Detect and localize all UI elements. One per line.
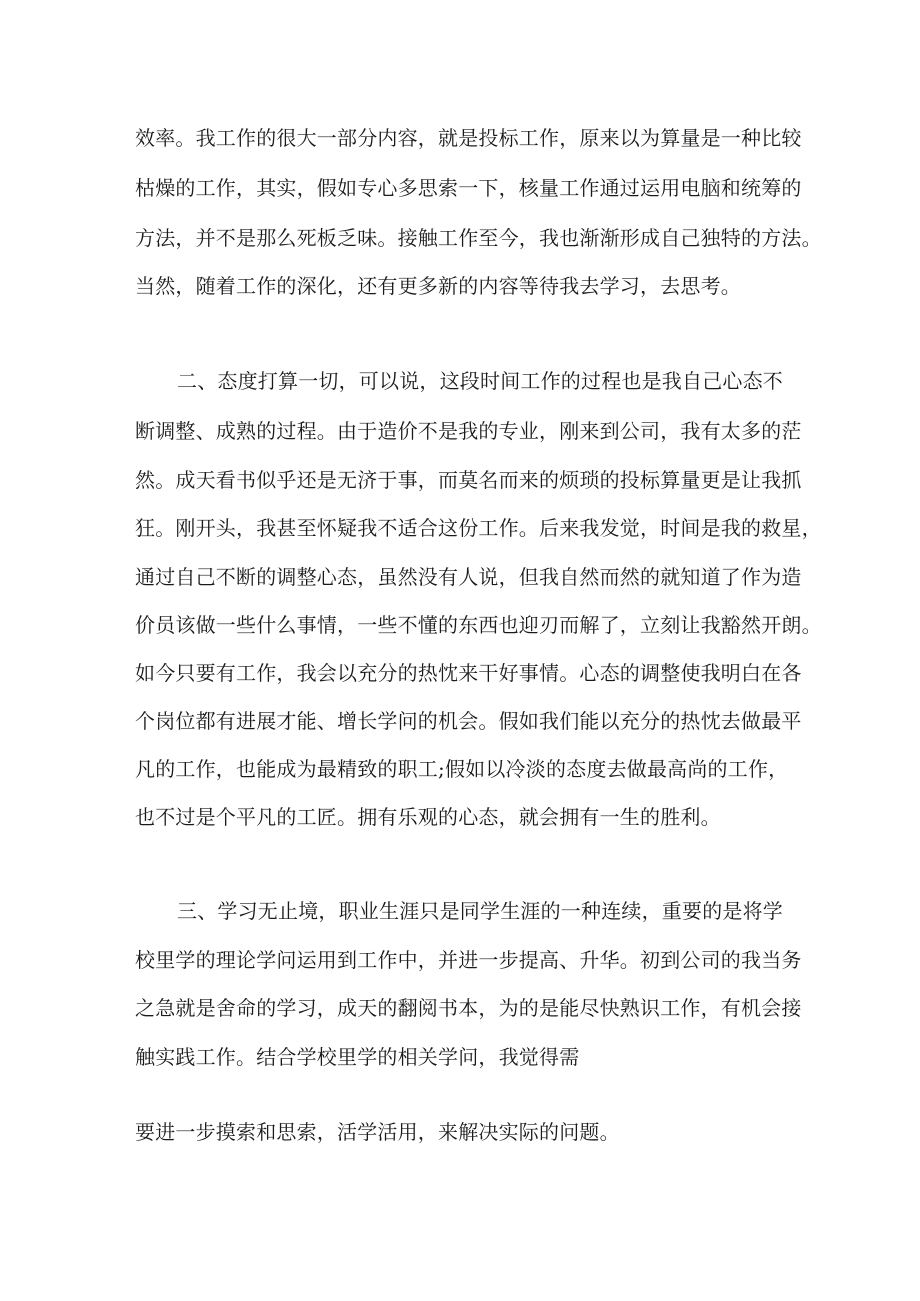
paragraph-2-line-6: 价员该做一些什么事情，一些不懂的东西也迎刃而解了，立刻让我豁然开朗。 — [135, 613, 822, 637]
paragraph-2-line-8: 个岗位都有进展才能、增长学问的机会。假如我们能以充分的热忱去做最平 — [135, 709, 802, 733]
paragraph-2-line-5: 通过自己不断的调整心态，虽然没有人说，但我自然而然的就知道了作为造 — [135, 565, 802, 589]
paragraph-4-line-1: 要进一步摸索和思索，活学活用，来解决实际的问题。 — [135, 1120, 620, 1144]
paragraph-3-line-2: 校里学的理论学问运用到工作中，并进一步提高、升华。初到公司的我当务 — [135, 948, 802, 972]
paragraph-1-line-2: 枯燥的工作，其实，假如专心多思索一下，核量工作通过运用电脑和统筹的 — [135, 176, 802, 200]
paragraph-1-line-3: 方法，并不是那么死板乏味。接触工作至今，我也渐渐形成自己独特的方法。 — [135, 226, 822, 250]
paragraph-3-line-4: 触实践工作。结合学校里学的相关学问，我觉得需 — [135, 1045, 580, 1069]
paragraph-3-line-3: 之急就是舍命的学习，成天的翻阅书本，为的是能尽快熟识工作，有机会接 — [135, 996, 802, 1020]
paragraph-2-line-3: 然。成天看书似乎还是无济于事，而莫名而来的烦琐的投标算量更是让我抓 — [135, 468, 802, 492]
paragraph-1-line-4: 当然，随着工作的深化，还有更多新的内容等待我去学习，去思考。 — [135, 274, 741, 298]
paragraph-2-line-9: 凡的工作，也能成为最精致的职工;假如以冷淡的态度去做最高尚的工作， — [135, 757, 789, 781]
paragraph-3-line-1: 三、学习无止境，职业生涯只是同学生涯的一种连续，重要的是将学 — [177, 899, 783, 923]
paragraph-2-line-2: 断调整、成熟的过程。由于造价不是我的专业，刚来到公司，我有太多的茫 — [135, 419, 802, 443]
paragraph-2-line-1: 二、态度打算一切，可以说，这段时间工作的过程也是我自己心态不 — [177, 369, 783, 393]
paragraph-2-line-4: 狂。刚开头，我甚至怀疑我不适合这份工作。后来我发觉，时间是我的救星， — [135, 516, 822, 540]
paragraph-2-line-10: 也不过是个平凡的工匠。拥有乐观的心态，就会拥有一生的胜利。 — [135, 805, 721, 829]
paragraph-1-line-1: 效率。我工作的很大一部分内容，就是投标工作，原来以为算量是一种比较 — [135, 126, 802, 150]
paragraph-2-line-7: 如今只要有工作，我会以充分的热忱来干好事情。心态的调整使我明白在各 — [135, 661, 802, 685]
